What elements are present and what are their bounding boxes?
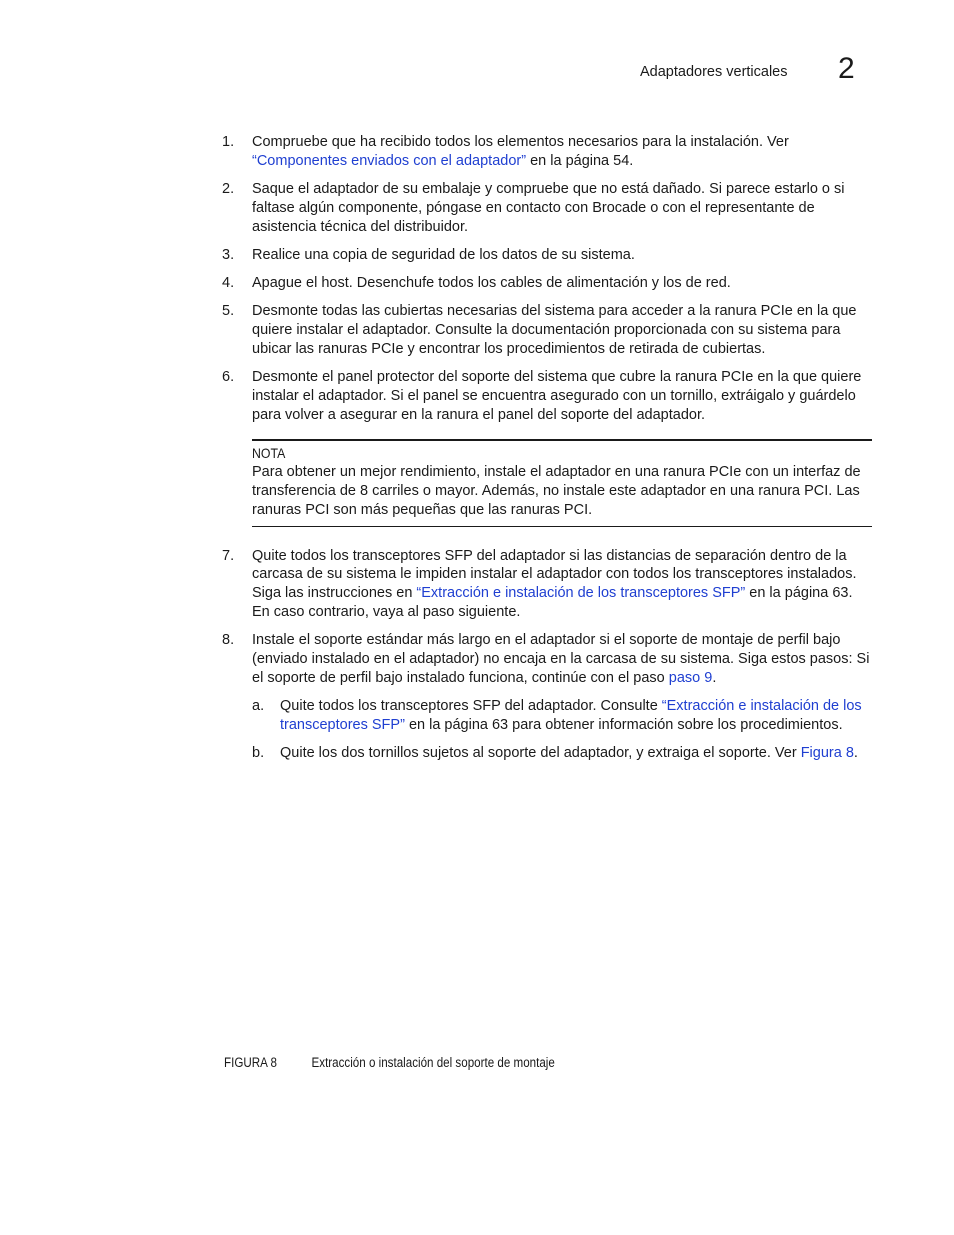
step-text: Saque el adaptador de su embalaje y compruebe que no está dañado. Si parece estarlo o si faltase algún componente, póngase en contacto con Brocade o con el representante de asistencia técnica del distribuidor. — [252, 180, 845, 235]
running-header-title: Adaptadores verticales — [640, 64, 788, 80]
substep-letter: a. — [252, 697, 265, 714]
step-text: Instale el soporte estándar más largo en el adaptador si el soporte de montaje de perfil bajo (enviado instalado en el adaptador) no encaja en la carcasa de su sistema. Siga estos pasos: Si el soporte de perfil bajo instalado funciona, continúe con el paso — [252, 632, 870, 686]
link-extraccion-transceptores[interactable]: “Extracción e instalación de los transceptores SFP” — [416, 585, 746, 602]
substep-b — [252, 744, 872, 763]
chapter-number: 2 — [838, 52, 855, 85]
link-figura-8[interactable]: Figura 8 — [800, 744, 854, 761]
link-componentes-enviados[interactable]: “Componentes enviados con el adaptador” — [252, 152, 527, 169]
step-number: 6. — [222, 368, 235, 385]
step-text: Realice una copia de seguridad de los datos de su sistema. — [252, 246, 635, 263]
step-text-after: . — [712, 669, 717, 686]
substep-a — [252, 697, 872, 735]
note-label: NOTA — [252, 445, 286, 462]
step-number: 3. — [222, 246, 235, 263]
figure-caption-text: Extracción o instalación del soporte de montaje — [311, 1055, 555, 1070]
step-5 — [222, 302, 872, 358]
step-text: Compruebe que ha recibido todos los elementos necesarios para la instalación. Ver — [252, 134, 789, 150]
note-box — [252, 439, 872, 526]
step-text: Desmonte todas las cubiertas necesarias del sistema para acceder a la ranura PCIe en la que quiere instalar el adaptador. Consulte la documentación proporcionada con su sistema para ubicar las ranuras PCIe y encontrar los procedimientos de retirada de cubiertas. — [252, 303, 857, 357]
step-text: Desmonte el panel protector del soporte del sistema que cubre la ranura PCIe en la que quiere instalar el adaptador. Si el panel se encuentra asegurado con un tornillo, extráigalo y guárdelo para volver a asegurar en la ranura el panel del soporte del adaptador. — [252, 368, 862, 423]
link-paso-9[interactable]: paso 9 — [668, 669, 713, 686]
step-number: 4. — [222, 274, 235, 291]
step-7 — [222, 547, 872, 622]
step-1 — [222, 133, 872, 171]
step-number: 2. — [222, 180, 235, 197]
step-number: 1. — [222, 134, 235, 150]
step-number: 5. — [222, 303, 235, 320]
figure-caption — [224, 1055, 555, 1070]
step-3 — [222, 246, 872, 265]
substep-text-after: en la página 63 para obtener información sobre los procedimientos. — [404, 716, 843, 733]
step-4 — [222, 274, 872, 293]
note-text: Para obtener un mejor rendimiento, instale el adaptador en una ranura PCIe con un interfaz de transferencia de 8 carriles o mayor. Además, no instale este adaptador en una ranura PCI. Las ranuras PCI son más pequeñas que las ranuras PCI. — [252, 464, 861, 518]
step-text: Quite todos los transceptores SFP del adaptador si las distancias de separación dentro de la carcasa de su sistema le impiden instalar el adaptador con todos los transceptores instalados. Siga las instrucciones en — [252, 547, 857, 602]
substep-text: Quite todos los transceptores SFP del adaptador. Consulte — [280, 697, 662, 714]
link-extraccion-transceptores-sfp[interactable]: “Extracción e instalación de los transceptores SFP” — [280, 697, 862, 733]
figure-label: FIGURA 8 — [224, 1055, 277, 1070]
step-6 — [222, 368, 872, 424]
substep-letter: b. — [252, 744, 265, 761]
step-number: 8. — [222, 632, 235, 649]
substep-text: Quite los dos tornillos sujetos al soporte del adaptador, y extraiga el soporte. Ver — [280, 744, 801, 761]
step-8 — [222, 631, 872, 687]
step-text-after: en la página 63. En caso contrario, vaya al paso siguiente. — [252, 585, 853, 620]
step-text-after: en la página 54. — [526, 152, 634, 169]
substep-text-after: . — [853, 744, 858, 761]
procedure-steps — [222, 133, 872, 772]
step-number: 7. — [222, 547, 235, 564]
step-2 — [222, 180, 872, 236]
step-text: Apague el host. Desenchufe todos los cables de alimentación y los de red. — [252, 274, 731, 291]
